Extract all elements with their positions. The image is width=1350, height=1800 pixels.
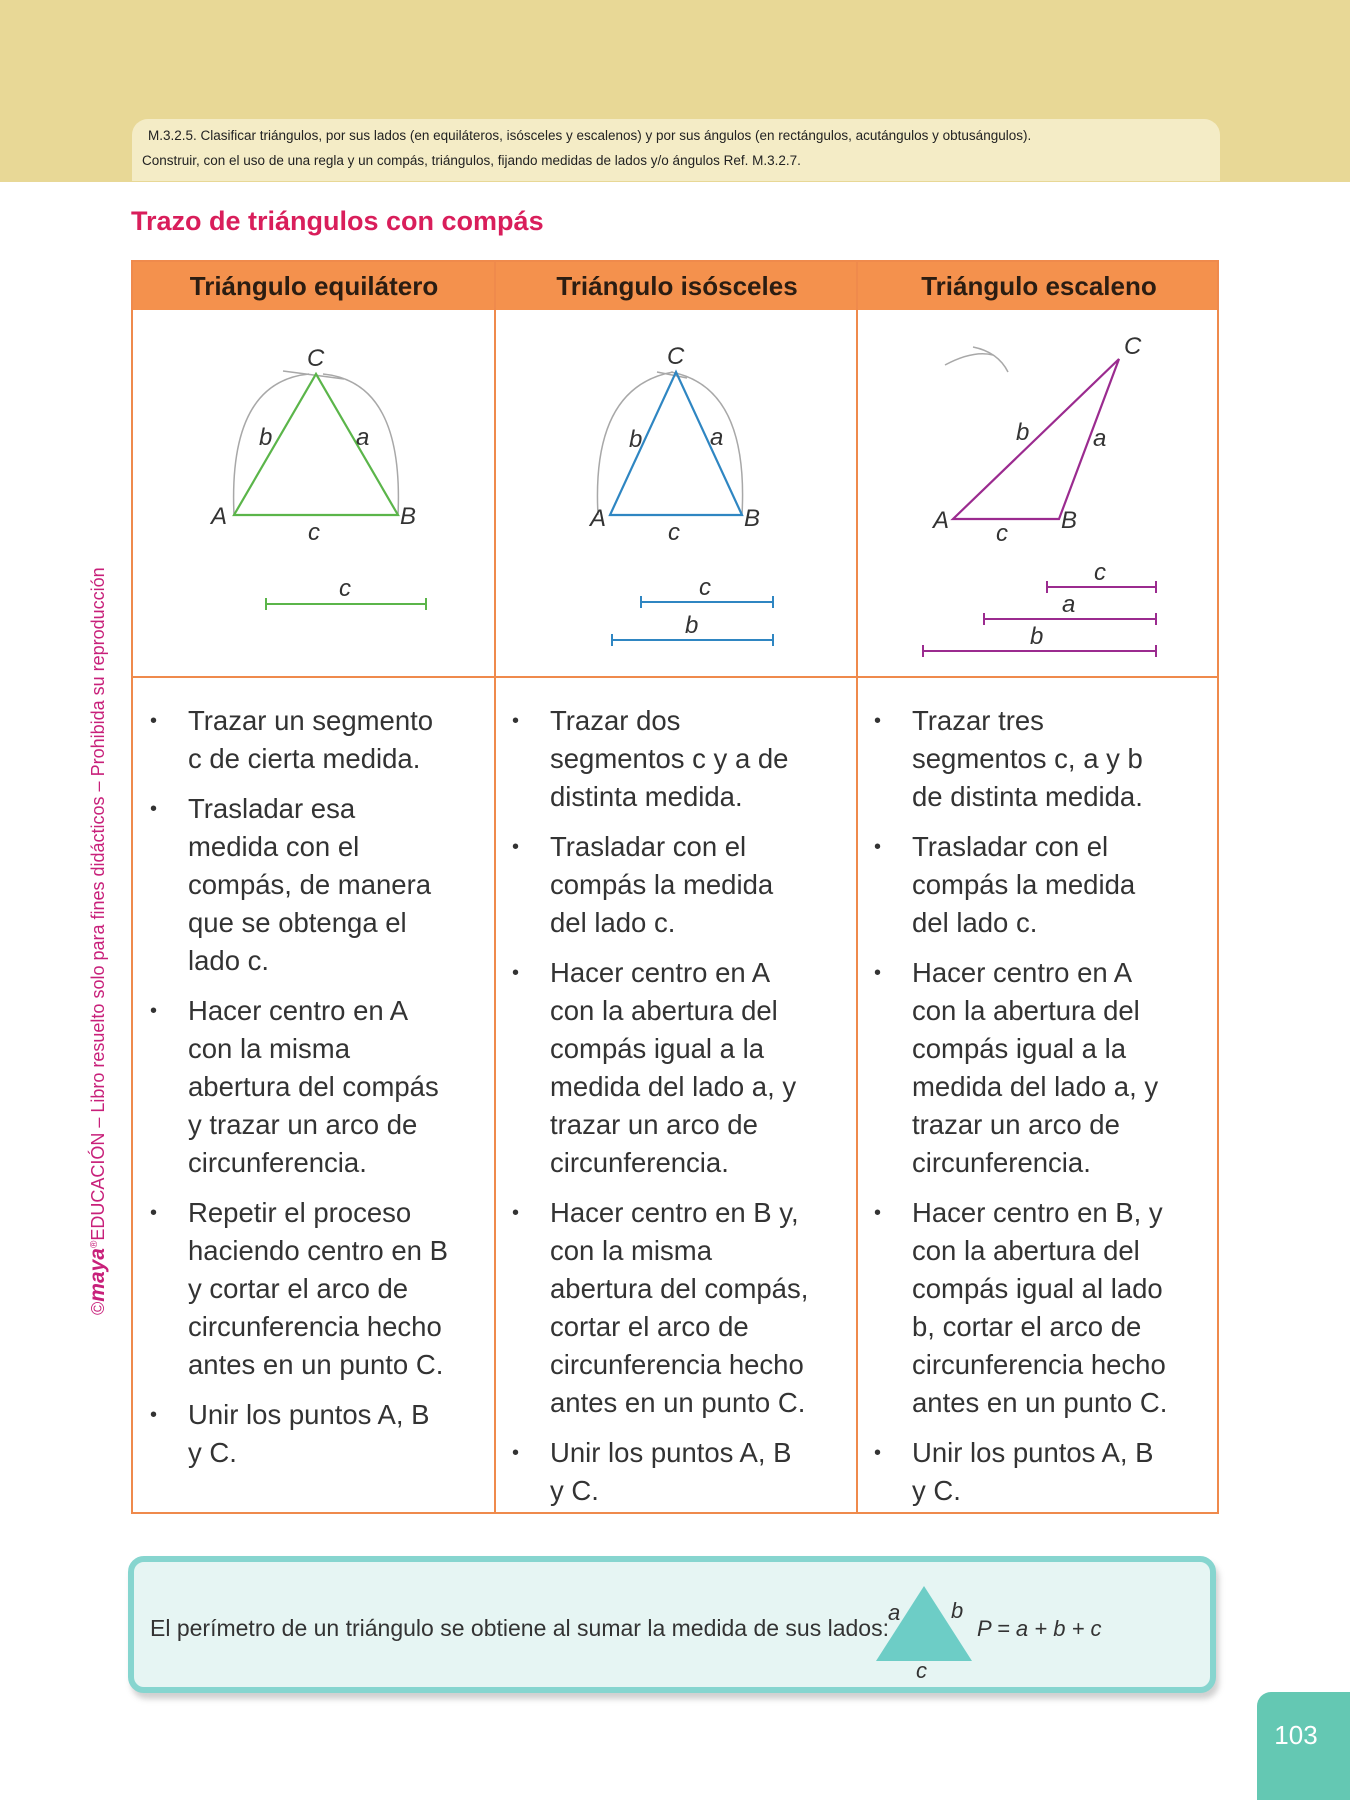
vertex-label-a: A [933, 507, 950, 534]
vertex-label-a: A [590, 505, 607, 532]
skill-line-1: M.3.2.5. Clasificar triángulos, por sus lados (en equiláteros, isósceles y escalenos) y por sus ángulos (en rectángulos, acutángulos y obtusángulos). [148, 128, 1032, 143]
copyright-sidebar [86, 567, 110, 1315]
vertex-label-b: B [1061, 507, 1078, 534]
vertex-label-c: C [1124, 333, 1142, 360]
side-label-c: c [668, 519, 680, 546]
list-item: • Hacer centro en A con la misma abertura del compás y trazar un arco de circunferencia. [150, 995, 439, 1178]
scalene-figure [923, 333, 1156, 657]
skill-standard-box [132, 119, 1220, 181]
list-item: • Unir los puntos A, B y C. [512, 1437, 792, 1506]
segment-label-c: c [1094, 559, 1106, 586]
copyright-text: EDUCACIÓN – Libro resuelto solo para fines didácticos – Prohibida su reproducción [88, 567, 108, 1241]
steps-isosceles [512, 702, 812, 1522]
steps-equilateral [150, 702, 450, 1484]
side-label-b: b [629, 426, 643, 453]
list-item: • Trazar tres segmentos c, a y b de distinta medida. [874, 705, 1143, 812]
vertex-label-b: B [400, 503, 417, 530]
perimeter-info-box [128, 1556, 1216, 1693]
copyright-symbol: © [88, 1301, 108, 1315]
row-divider [133, 676, 1217, 678]
side-label-c: c [308, 519, 320, 546]
perimeter-text: El perímetro de un triángulo se obtiene al sumar la medida de sus lados: [150, 1615, 889, 1641]
page-number: 103 [1274, 1720, 1318, 1750]
page-number-tab [1257, 1692, 1350, 1800]
segment-label-a: a [1062, 591, 1076, 618]
compass-arc [973, 347, 1008, 372]
segment-label-b: b [1030, 623, 1044, 650]
side-label-a: a [1093, 425, 1107, 452]
perimeter-formula: P = a + b + c [977, 1616, 1102, 1641]
side-label-c: c [996, 520, 1008, 547]
compass-arc [945, 354, 993, 365]
vertex-label-c: C [307, 345, 325, 372]
steps-scalene [874, 702, 1174, 1522]
list-item: • Hacer centro en B, y con la abertura del compás igual al lado b, cortar el arco de circunferencia hecho antes en un punto C. [874, 1197, 1168, 1418]
column-heading-isosceles: Triángulo isósceles [556, 271, 798, 301]
vertex-label-b: B [744, 505, 761, 532]
column-heading-equilateral: Triángulo equilátero [189, 271, 439, 301]
list-item: • Hacer centro en A con la abertura del compás igual a la medida del lado a, y trazar un arco de circunferencia. [874, 957, 1159, 1178]
list-item: • Unir los puntos A, B y C. [874, 1437, 1154, 1506]
list-item: • Trazar un segmento c de cierta medida. [150, 705, 434, 774]
column-heading-scalene: Triángulo escaleno [921, 271, 1157, 301]
perimeter-label-b: b [951, 1598, 964, 1623]
list-item: • Repetir el proceso haciendo centro en B y cortar el arco de circunferencia hecho antes en un punto C. [150, 1197, 448, 1380]
side-label-a: a [356, 424, 370, 451]
list-item: • Trasladar con el compás la medida del lado c. [512, 831, 774, 938]
brand-logo: maya [86, 1248, 109, 1302]
segment-label-b: b [685, 612, 699, 639]
segment-label-c: c [699, 574, 711, 601]
isosceles-figure [588, 343, 773, 646]
equilateral-figure [209, 345, 426, 610]
side-label-a: a [710, 424, 724, 451]
list-item: • Hacer centro en A con la abertura del compás igual a la medida del lado a, y trazar un arco de circunferencia. [512, 957, 797, 1178]
vertex-label-a: A [211, 503, 228, 530]
list-item: • Trasladar esa medida con el compás, de manera que se obtenga el lado c. [150, 793, 432, 976]
perimeter-label-c: c [916, 1658, 927, 1683]
side-label-b: b [1016, 419, 1030, 446]
perimeter-figure [134, 1562, 1210, 1687]
list-item: • Trasladar con el compás la medida del lado c. [874, 831, 1136, 938]
registered-mark: ® [89, 1240, 100, 1249]
list-item: • Hacer centro en B y, con la misma abertura del compás, cortar el arco de circunferencia hecho antes en un punto C. [512, 1197, 809, 1418]
segment-label-c: c [339, 575, 351, 602]
skill-line-2: Construir, con el uso de una regla y un compás, triángulos, fijando medidas de lados y/o ángulos Ref. M.3.2.7. [142, 153, 801, 168]
list-item: • Trazar dos segmentos c y a de distinta medida. [512, 705, 789, 812]
side-label-b: b [259, 424, 273, 451]
section-title: Trazo de triángulos con compás [131, 206, 544, 236]
perimeter-label-a: a [888, 1600, 901, 1625]
triangles-table [131, 260, 1219, 1514]
construction-figures [133, 262, 1217, 676]
vertex-label-c: C [667, 343, 685, 370]
list-item: • Unir los puntos A, B y C. [150, 1399, 430, 1468]
